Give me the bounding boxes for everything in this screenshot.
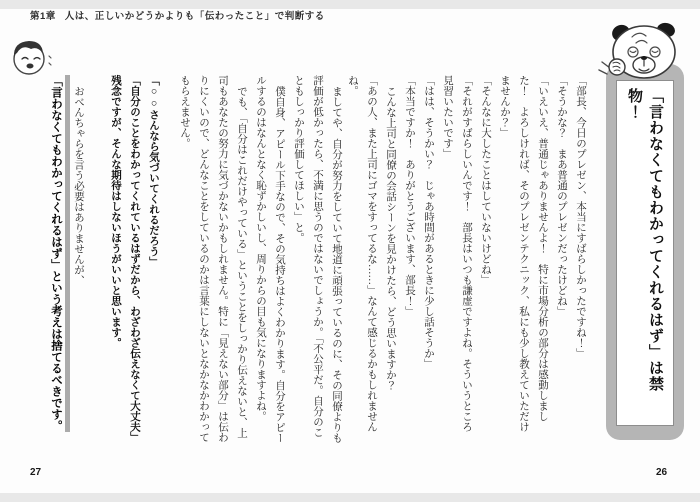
right-page-body: [347, 75, 590, 433]
left-page-body: [30, 75, 346, 443]
paragraph: 僕自身、アピール下手なので、その気持ちはよくわかります。自分をアピールするのはなんとなく恥ずかしいし、周りからの目も気になりますよね。: [255, 75, 285, 443]
page-number-left: 27: [30, 467, 42, 478]
pug-dog-mascot-icon: [594, 22, 694, 82]
bottom-margin-band: [0, 493, 700, 502]
chapter-number: 第1章: [30, 11, 56, 22]
page-number-right: 26: [656, 467, 668, 478]
chapter-title: 人は、正しいかどうかよりも「伝わったこと」で判断する: [64, 11, 325, 22]
paragraph: おべんちゃらを言う必要はありませんが、: [73, 85, 84, 285]
bold-quote-line: 「自分のことをわかってくれているはずだから、わざわざ伝えなくて大丈夫」: [129, 75, 141, 443]
emphasized-conclusion-line: [46, 75, 65, 443]
emphasis-text: 「言わなくてもわかってくれるはず」という考えは捨てるべきです。: [50, 75, 70, 432]
paragraph: 「それがすばらしいんです！ 部長はいつも謙虚ですよね。そういうところ見習いたいです」: [442, 75, 472, 432]
paragraph: ましてや、自分が努力をしていて地道に頑張っているのに、その同僚よりも評価が低かったら、不満に思うのではないでしょうか。「不公平だ。自分のこともしっかり評価してほしい」と。: [293, 75, 342, 443]
section-title-frame: [616, 80, 674, 426]
chapter-running-head: [30, 8, 325, 22]
paragraph: 「はは、そうかい？ じゃあ時間があるときに少し話そうか」: [423, 75, 434, 369]
paragraph: でも、「自分はこれだけやっている」ということをしっかり伝えないと、上司もあなたの努力に気づかないかもしれません。特に「見えない部分」は伝わりにくいので、どんなことをしているのかは言葉にしないとなかなかわかってもらえません。: [179, 75, 247, 443]
girl-face-mascot-icon: [8, 36, 54, 78]
bold-quote-line: 「○○さんなら気づいてくれるだろう」: [148, 75, 160, 267]
paragraph: 「本当ですか！ ありがとうございます、部長！」: [404, 75, 415, 317]
paragraph: 「部長、今日のプレゼン、本当にすばらしかったですね！」: [575, 75, 586, 359]
bold-statement-line: 残念ですが、そんな期待はしないほうがいいと思います。: [110, 75, 122, 348]
paragraph: こんな上司と同僚の会話シーンを見かけたら、どう思いますか？: [385, 85, 396, 390]
paragraph: 「いえいえ、普通じゃありませんよ！ 特に市場分析の部分は感動しました！ よろしければ、そのプレゼンテクニック、私にも少し教えていただけませんか？」: [499, 75, 548, 432]
paragraph: 「そうかな？ まあ普通のプレゼンだったけどね」: [556, 75, 567, 317]
paragraph: 「そんなに大したことはしていないけどね」: [480, 75, 491, 285]
section-title: 「言わなくてもわかってくれるはず」は禁物！: [626, 88, 664, 392]
paragraph: 「あの人、また上司にゴマをすってるな……」なんて感じるかもしれませんね。: [347, 75, 377, 432]
section-title-callout: [606, 64, 684, 440]
